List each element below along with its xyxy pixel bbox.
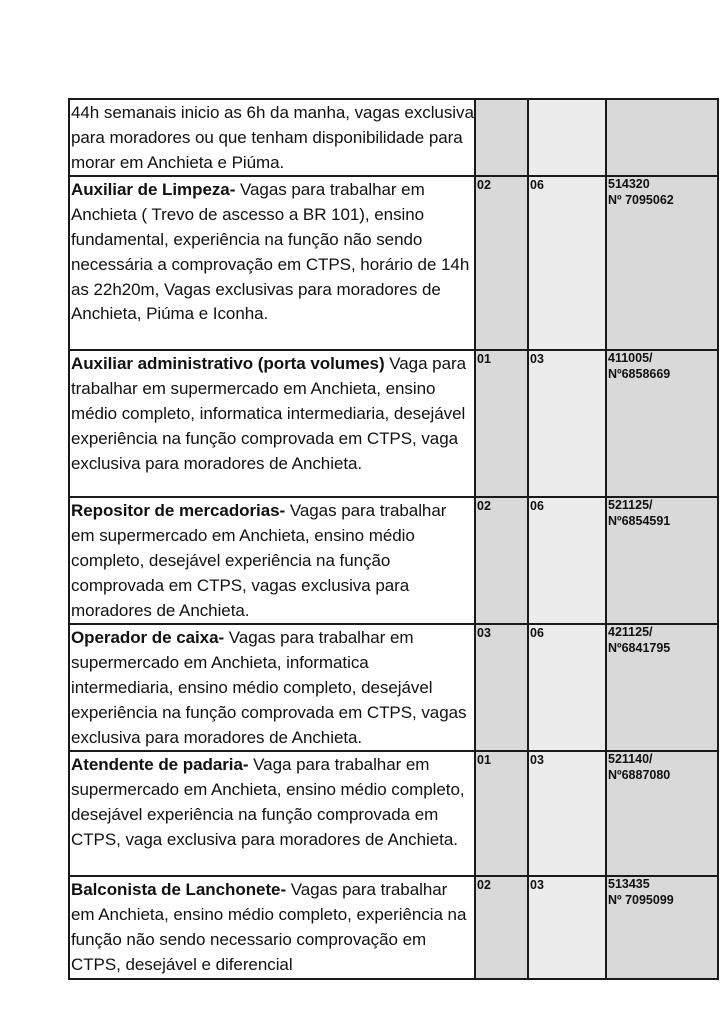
vacancies-count: 02 (477, 499, 491, 514)
vacancy-number: Nº 7095099 (608, 892, 674, 907)
table-row (69, 497, 718, 624)
referrals-count: 06 (530, 178, 544, 193)
vacancy-number: Nº6858669 (608, 366, 671, 381)
job-description: Vaga para trabalhar em supermercado em Anchieta, ensino médio completo, desejável experiência na função comprovada em CTPS, vaga exclusiva para moradores de Anchieta. (71, 755, 465, 849)
job-title: Atendente de padaria- (71, 755, 249, 775)
table-row (69, 99, 718, 176)
job-title: Auxiliar administrativo (porta volumes) (71, 354, 385, 374)
code-cell (606, 497, 718, 624)
job-description-cell (69, 624, 475, 751)
cbo-code: 521125/ (608, 498, 653, 513)
referrals-count (529, 100, 605, 101)
referrals-cell (528, 350, 606, 497)
table-row (69, 176, 718, 350)
table-row (69, 751, 718, 876)
job-description: Vagas para trabalhar em supermercado em Anchieta, informatica intermediaria, ensino médio completo, desejável experiência na função comprovada em CTPS, vagas exclusiva para moradores de Anchieta. (71, 628, 467, 747)
referrals-count: 03 (530, 878, 544, 893)
job-description: Vagas para trabalhar em Anchieta, ensino médio completo, experiência na função não sendo necessario comprovação em CTPS, desejável e diferencial (71, 880, 467, 974)
referrals-cell (528, 99, 606, 176)
cbo-code: 513435 (608, 877, 650, 892)
job-description-cell (69, 350, 475, 497)
vacancies-cell (475, 876, 528, 978)
vacancy-number: Nº6854591 (608, 513, 671, 528)
vacancies-count: 02 (477, 878, 491, 893)
vacancies-count: 03 (477, 626, 491, 641)
vacancy-number: Nº 7095062 (608, 192, 674, 207)
table-row (69, 624, 718, 751)
job-description: Vagas para trabalhar em supermercado em Anchieta, ensino médio completo, desejável experiência na função comprovada em CTPS, vagas exclusiva para moradores de Anchieta. (71, 501, 447, 620)
table-row (69, 350, 718, 497)
code-cell (606, 99, 718, 176)
vacancy-number: Nº6841795 (608, 640, 671, 655)
referrals-cell (528, 751, 606, 876)
referrals-cell (528, 176, 606, 350)
job-description: Vaga para trabalhar em supermercado em Anchieta, ensino médio completo, informatica intermediaria, desejável experiência na função comprovada em CTPS, vaga exclusiva para moradores de Anchieta. (71, 354, 466, 473)
referrals-cell (528, 624, 606, 751)
vacancies-cell (475, 624, 528, 751)
vacancies-count (476, 100, 527, 101)
code-cell (606, 350, 718, 497)
job-description: Vagas para trabalhar em Anchieta ( Trevo de ascesso a BR 101), ensino fundamental, experiência na função não sendo necessária a comprovação em CTPS, horário de 14h as 22h20m, Vagas exclusivas para moradores de Anchieta, Piúma e Iconha. (71, 180, 470, 324)
vacancies-cell (475, 176, 528, 350)
job-vacancies-table (68, 98, 719, 980)
vacancies-cell (475, 497, 528, 624)
job-description-cell (69, 497, 475, 624)
job-description: 44h semanais inicio as 6h da manha, vagas exclusiva para moradores ou que tenham disponibilidade para morar em Anchieta e Piúma. (71, 103, 474, 172)
job-description-cell (69, 176, 475, 350)
code-cell (606, 624, 718, 751)
referrals-cell (528, 497, 606, 624)
vacancy-number: Nº6887080 (608, 767, 671, 782)
vacancies-count: 01 (477, 753, 491, 768)
cbo-code: 421125/ (608, 625, 653, 640)
referrals-cell (528, 876, 606, 978)
cbo-code: 521140/ (608, 752, 653, 767)
vacancies-cell (475, 99, 528, 176)
referrals-count: 06 (530, 499, 544, 514)
vacancies-cell (475, 350, 528, 497)
referrals-count: 03 (530, 352, 544, 367)
job-title: Operador de caixa- (71, 628, 225, 648)
cbo-code: 514320 (608, 177, 650, 192)
cbo-code: 411005/ (608, 351, 653, 366)
vacancies-count: 01 (477, 352, 491, 367)
job-title: Balconista de Lanchonete- (71, 880, 287, 900)
referrals-count: 06 (530, 626, 544, 641)
code-cell (606, 876, 718, 978)
referrals-count: 03 (530, 753, 544, 768)
job-description-cell (69, 99, 475, 176)
job-description-cell (69, 876, 475, 978)
job-title: Repositor de mercadorias- (71, 501, 286, 521)
job-description-cell (69, 751, 475, 876)
vacancies-count: 02 (477, 178, 491, 193)
table-row (69, 876, 718, 978)
vacancies-cell (475, 751, 528, 876)
code-cell (606, 176, 718, 350)
code-cell (606, 751, 718, 876)
job-title: Auxiliar de Limpeza- (71, 180, 236, 200)
